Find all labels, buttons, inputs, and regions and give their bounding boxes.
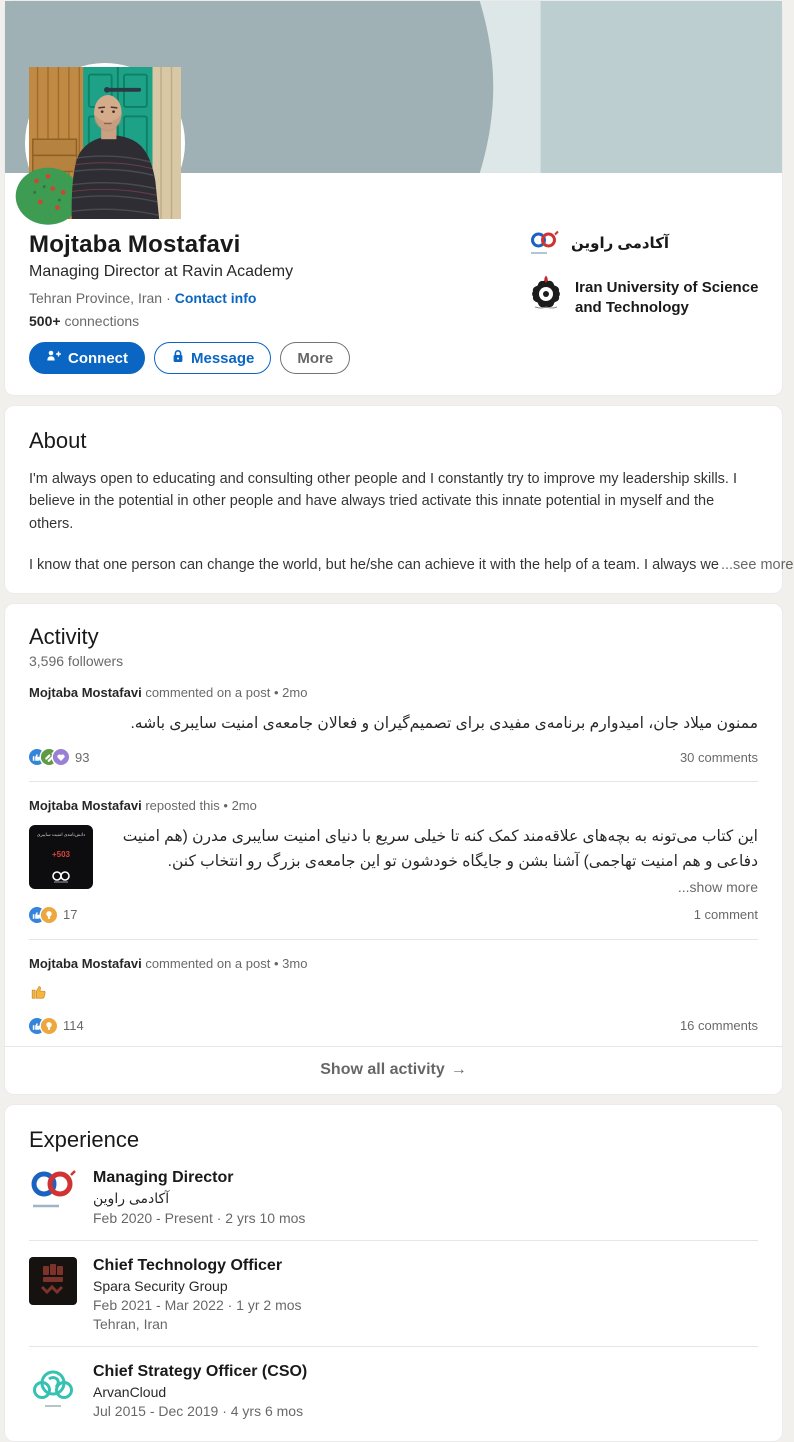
about-card <box>4 405 794 594</box>
activity-bullet: • <box>273 685 279 701</box>
about-paragraph-1: I'm always open to educating and consulting other people and I constantly try to improve my leadership skills. I believe in the potential in other people and have always tried activate this innate potential in myself and the others. <box>29 471 738 532</box>
activity-actor[interactable]: Mojtaba Mostafavi <box>29 685 142 701</box>
comments-count[interactable]: 16 comments <box>679 1018 758 1034</box>
more-button[interactable] <box>280 342 350 374</box>
experience-job-title: Managing Director <box>93 1168 234 1186</box>
about-title: About <box>29 428 87 453</box>
activity-action: reposted this <box>145 798 220 814</box>
profile-top-card <box>4 0 783 396</box>
repost-text: این کتاب می‌تونه به بچه‌های علاقه‌مند کمک کنه تا خیلی سریع با دنیای امنیت سایبری مدرن (هم امنیت دفاعی و هم امنیت تهاجمی) آشنا بشن و جایگاه خودشون تو این جامعه‌ی بزرگ رو انتخاب کنن. <box>122 828 758 870</box>
experience-entry[interactable] <box>29 1241 758 1346</box>
message-button-label: Message <box>191 349 255 367</box>
profile-headline: Managing Director at Ravin Academy <box>29 263 294 280</box>
activity-item[interactable] <box>5 782 782 935</box>
person-plus-icon <box>46 349 62 367</box>
ravin-academy-logo-icon <box>529 231 559 262</box>
activity-actor[interactable]: Mojtaba Mostafavi <box>29 955 142 971</box>
reaction-icons[interactable] <box>29 1018 57 1034</box>
activity-action: commented on a post <box>145 955 271 971</box>
separator-dot: · <box>166 290 171 306</box>
experience-card <box>4 1104 783 1442</box>
show-all-activity-button[interactable] <box>5 1047 782 1094</box>
experience-company: Spara Security Group <box>93 1277 228 1294</box>
experience-title: Experience <box>29 1126 140 1152</box>
comments-count[interactable]: 1 comment <box>693 907 758 923</box>
lock-icon <box>171 349 185 368</box>
experience-company: آکادمی راوین <box>93 1189 170 1206</box>
connect-button-label: Connect <box>68 349 128 367</box>
reactions-row <box>29 1018 758 1034</box>
activity-time: 2mo <box>282 685 308 701</box>
reactions-row <box>29 749 758 765</box>
experience-entry[interactable] <box>29 1347 758 1433</box>
thumbnail-mid-text: +503 <box>51 850 71 860</box>
reaction-count[interactable]: 93 <box>75 749 90 765</box>
insightful-icon <box>41 907 57 923</box>
connections-label: connections <box>64 313 140 329</box>
comments-count[interactable]: 30 comments <box>679 749 758 765</box>
arvancloud-logo[interactable] <box>29 1363 77 1419</box>
connections-count: 500+ <box>29 313 61 329</box>
activity-item[interactable] <box>5 669 782 777</box>
about-paragraph-2: I know that one person can change the world, but he/she can achieve it with the help of a team. I always we <box>29 557 719 574</box>
education-label: Iran University of Science and Technology <box>575 279 759 317</box>
message-button[interactable] <box>154 342 271 374</box>
arrow-right-icon: → <box>450 1060 467 1078</box>
reaction-count[interactable]: 17 <box>63 907 78 923</box>
followers-count: 3,596 followers <box>29 653 124 670</box>
experience-company: ArvanCloud <box>93 1383 167 1400</box>
current-company-row[interactable] <box>529 231 773 262</box>
activity-bullet: • <box>223 798 228 814</box>
profile-location: Tehran Province, Iran <box>29 290 163 306</box>
current-company-label: آکادمی راوین <box>571 235 670 252</box>
thumbnail-infinity-logo <box>50 871 72 883</box>
highlighted-orgs <box>529 231 773 332</box>
about-paragraph-2-row <box>29 557 794 574</box>
profile-photo[interactable] <box>25 63 185 223</box>
experience-dates: Jul 2015 - Dec 2019 · 4 yrs 6 mos <box>93 1402 304 1419</box>
show-all-activity-label: Show all activity <box>320 1060 445 1078</box>
activity-time: 2mo <box>231 798 257 814</box>
education-row[interactable] <box>529 275 773 319</box>
experience-location: Tehran, Iran <box>93 1315 168 1332</box>
activity-item[interactable] <box>5 940 782 1046</box>
reaction-icons[interactable] <box>29 749 69 765</box>
activity-header <box>29 685 758 700</box>
activity-header <box>29 956 758 971</box>
ravin-academy-logo[interactable] <box>29 1169 77 1226</box>
spara-logo[interactable] <box>29 1257 77 1332</box>
thumbs-up-emoji <box>29 981 758 1006</box>
activity-bullet: • <box>273 955 279 971</box>
reaction-icons[interactable] <box>29 907 57 923</box>
activity-header <box>29 798 758 813</box>
experience-dates: Feb 2021 - Mar 2022 · 1 yr 2 mos <box>93 1296 302 1313</box>
experience-job-title: Chief Strategy Officer (CSO) <box>93 1362 308 1380</box>
profile-name: Mojtaba Mostafavi <box>29 231 241 258</box>
experience-dates: Feb 2020 - Present · 2 yrs 10 mos <box>93 1209 306 1226</box>
activity-comment-text: ممنون میلاد جان، امیدوارم برنامه‌ی مفیدی برای تصمیم‌گیران و فعالان جامعه‌ی امنیت سایبری باشه. <box>130 715 758 733</box>
activity-card <box>4 603 783 1094</box>
post-thumbnail[interactable] <box>29 825 93 889</box>
see-more-link[interactable]: ...see more <box>720 557 794 574</box>
more-button-label: More <box>297 349 334 367</box>
activity-action: commented on a post <box>145 685 271 701</box>
activity-time: 3mo <box>282 955 308 971</box>
insightful-icon <box>41 1018 57 1034</box>
activity-actor[interactable]: Mojtaba Mostafavi <box>29 798 142 814</box>
connect-button[interactable] <box>29 342 145 374</box>
iust-logo-icon <box>529 275 563 314</box>
activity-title: Activity <box>29 624 99 650</box>
action-buttons <box>29 342 758 374</box>
reactions-row <box>29 907 758 923</box>
contact-info-link[interactable]: Contact info <box>174 290 257 306</box>
experience-entry[interactable] <box>29 1153 758 1240</box>
thumbnail-top-text: دانش‌نامه‌ی امنیت سایبری <box>36 832 86 838</box>
show-more-link[interactable]: ...show more <box>677 878 758 895</box>
support-icon <box>53 749 69 765</box>
experience-job-title: Chief Technology Officer <box>93 1256 283 1274</box>
profile-photo-image <box>29 67 181 219</box>
reaction-count[interactable]: 114 <box>63 1018 84 1034</box>
